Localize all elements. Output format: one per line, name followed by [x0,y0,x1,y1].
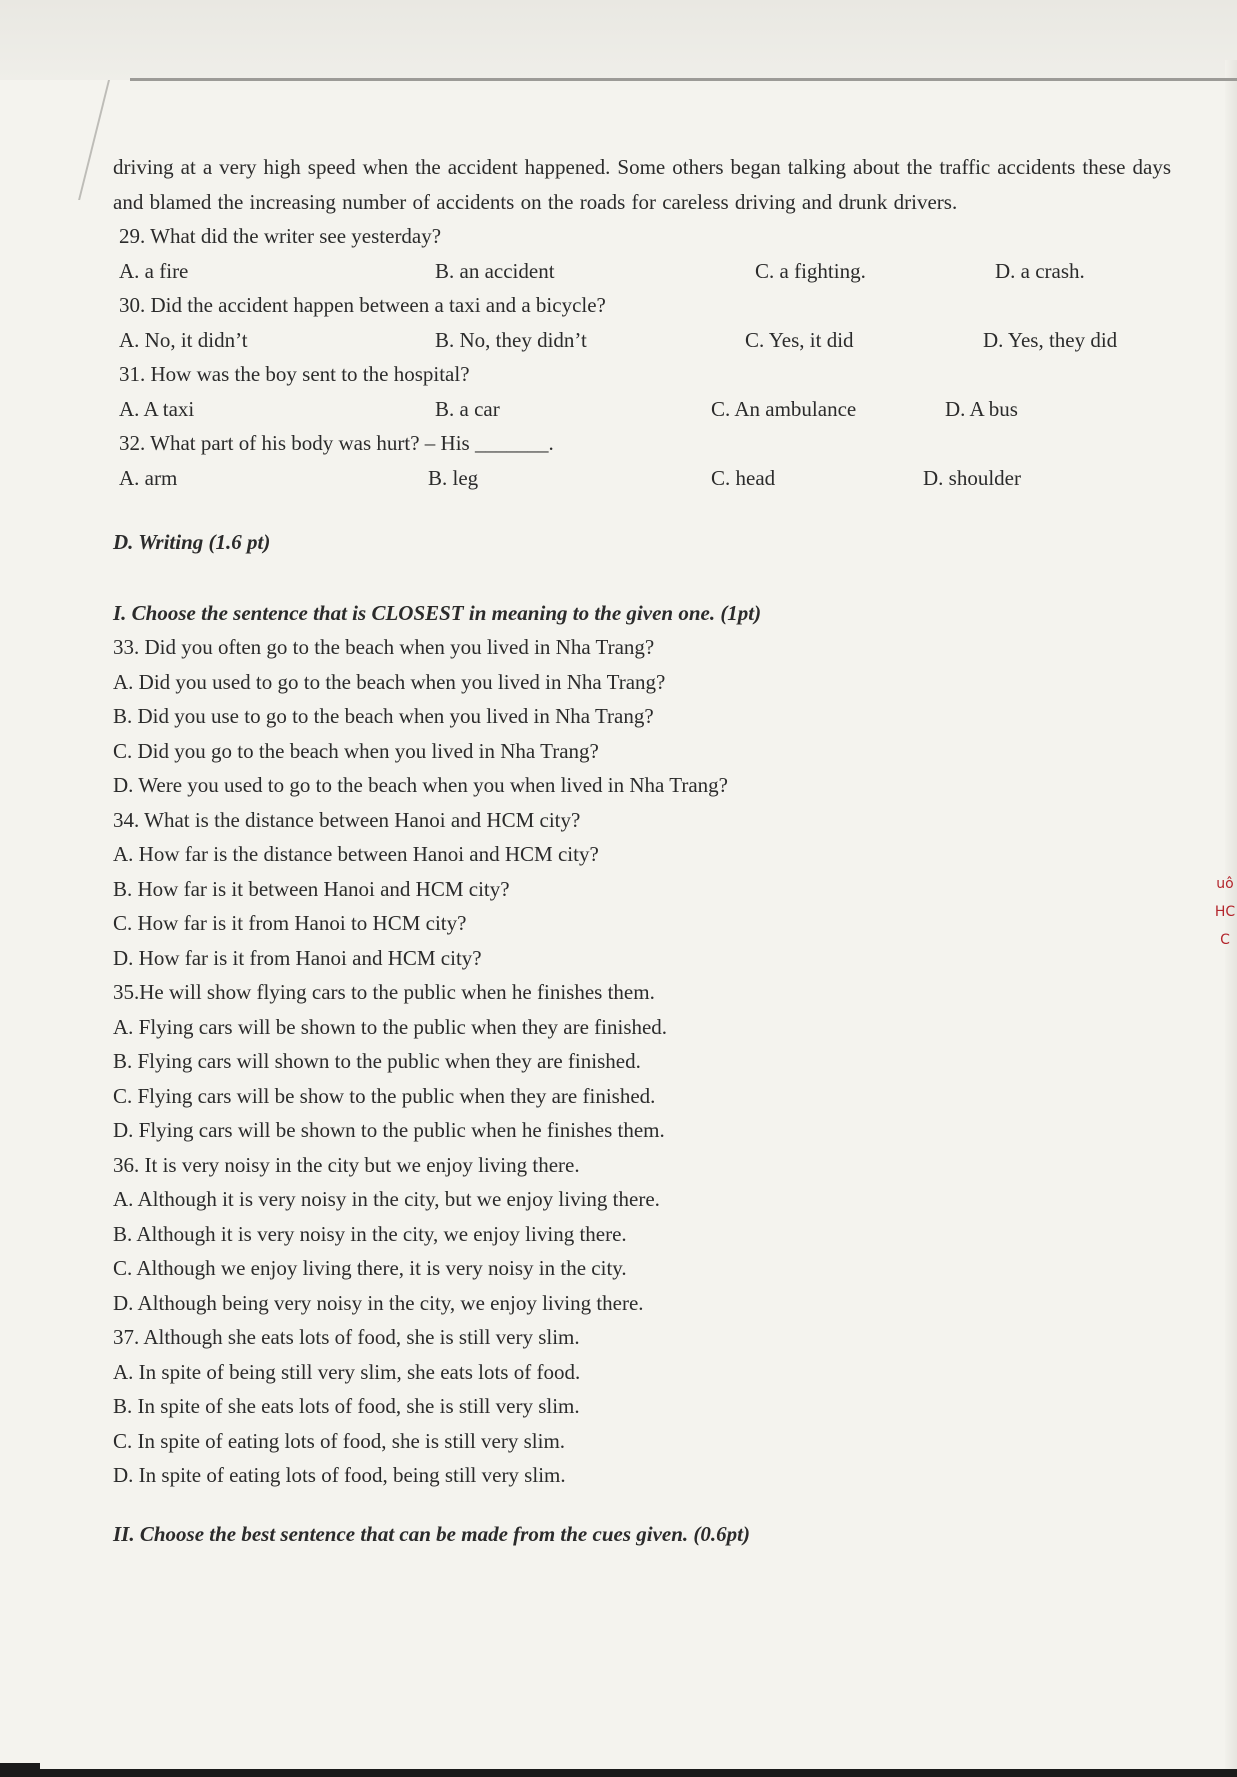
option-a: A. arm [119,465,178,490]
option-d: D. a crash. [995,258,1085,283]
question-36-option-c: C. Although we enjoy living there, it is very noisy in the city. [113,1256,627,1280]
part-2-heading: II. Choose the best sentence that can be made from the cues given. (0.6pt) [113,1521,750,1546]
question-33-option-b: B. Did you use to go to the beach when you lived in Nha Trang? [113,704,654,728]
question-34-option-d: D. How far is it from Hanoi and HCM city? [113,945,482,970]
question-37-option-b: B. In spite of she eats lots of food, she is still very slim. [113,1394,580,1418]
question-36-option-b: B. Although it is very noisy in the city, we enjoy living there. [113,1221,627,1246]
question-29: 29. What did the writer see yesterday? [119,224,442,248]
question-33-option-c: C. Did you go to the beach when you lived in Nha Trang? [113,738,599,763]
part-1-heading: I. Choose the sentence that is CLOSEST in meaning to the given one. (1pt) [113,600,762,625]
option-a: A. a fire [119,258,189,283]
question-36-option-a: A. Although it is very noisy in the city, but we enjoy living there. [113,1187,660,1211]
question-30: 30. Did the accident happen between a taxi and a bicycle? [119,293,606,317]
question-35-option-d: D. Flying cars will be shown to the public when he finishes them. [113,1118,665,1142]
option-a: A. No, it didn’t [119,327,248,352]
question-33-option-a: A. Did you used to go to the beach when you lived in Nha Trang? [113,669,666,694]
question-35: 35.He will show flying cars to the public when he finishes them. [113,980,655,1004]
option-c: C. An ambulance [711,396,857,421]
option-c: C. a fighting. [755,258,866,283]
spacer [113,1493,1171,1517]
question-37-option-c: C. In spite of eating lots of food, she is still very slim. [113,1428,566,1453]
option-d: D. shoulder [923,465,1021,490]
scan-top-shadow [0,0,1237,80]
writing-heading: D. Writing (1.6 pt) [113,530,271,554]
question-36-option-d: D. Although being very noisy in the city, we enjoy living there. [113,1290,644,1315]
worksheet-content [113,150,1171,1551]
spacer [113,560,1171,596]
question-31: 31. How was the boy sent to the hospital? [119,362,470,386]
option-d: D. A bus [945,396,1018,421]
question-34-option-a: A. How far is the distance between Hanoi and HCM city? [113,842,599,866]
question-34: 34. What is the distance between Hanoi and HCM city? [113,807,581,832]
question-37: 37. Although she eats lots of food, she is still very slim. [113,1325,580,1349]
option-b: B. an accident [435,258,555,283]
option-b: B. a car [435,396,500,421]
question-36: 36. It is very noisy in the city but we enjoy living there. [113,1152,580,1177]
side-stamp-mark: uô HC C [1214,876,1236,948]
page-top-edge [130,78,1237,81]
option-a: A. A taxi [119,396,195,421]
question-30-options [113,323,1171,358]
question-37-option-a: A. In spite of being still very slim, she eats lots of food. [113,1359,581,1384]
question-34-option-b: B. How far is it between Hanoi and HCM city? [113,876,510,901]
question-33: 33. Did you often go to the beach when you lived in Nha Trang? [113,635,655,659]
question-35-option-c: C. Flying cars will be show to the public when they are finished. [113,1083,656,1108]
option-b: B. leg [428,465,479,490]
option-d: D. Yes, they did [983,327,1118,352]
reading-passage-end: driving at a very high speed when the accident happened. Some others began talking about the traffic accidents these days and blamed the increasing number of accidents on the roads for careless driving and drunk drivers. [113,155,1171,214]
question-29-options [113,254,1171,289]
question-35-option-b: B. Flying cars will shown to the public when they are finished. [113,1049,641,1073]
question-32-options [113,461,1171,496]
scan-bottom-edge [0,1769,1237,1777]
question-34-option-c: C. How far is it from Hanoi to HCM city? [113,911,467,935]
question-35-option-a: A. Flying cars will be shown to the public when they are finished. [113,1014,668,1039]
option-c: C. head [711,465,776,490]
question-33-option-d: D. Were you used to go to the beach when you when lived in Nha Trang? [113,773,728,797]
spacer [113,495,1171,525]
option-c: C. Yes, it did [745,327,854,352]
question-32: 32. What part of his body was hurt? – His _______. [119,431,554,455]
question-31-options [113,392,1171,427]
question-37-option-d: D. In spite of eating lots of food, being still very slim. [113,1463,566,1487]
option-b: B. No, they didn’t [435,327,587,352]
